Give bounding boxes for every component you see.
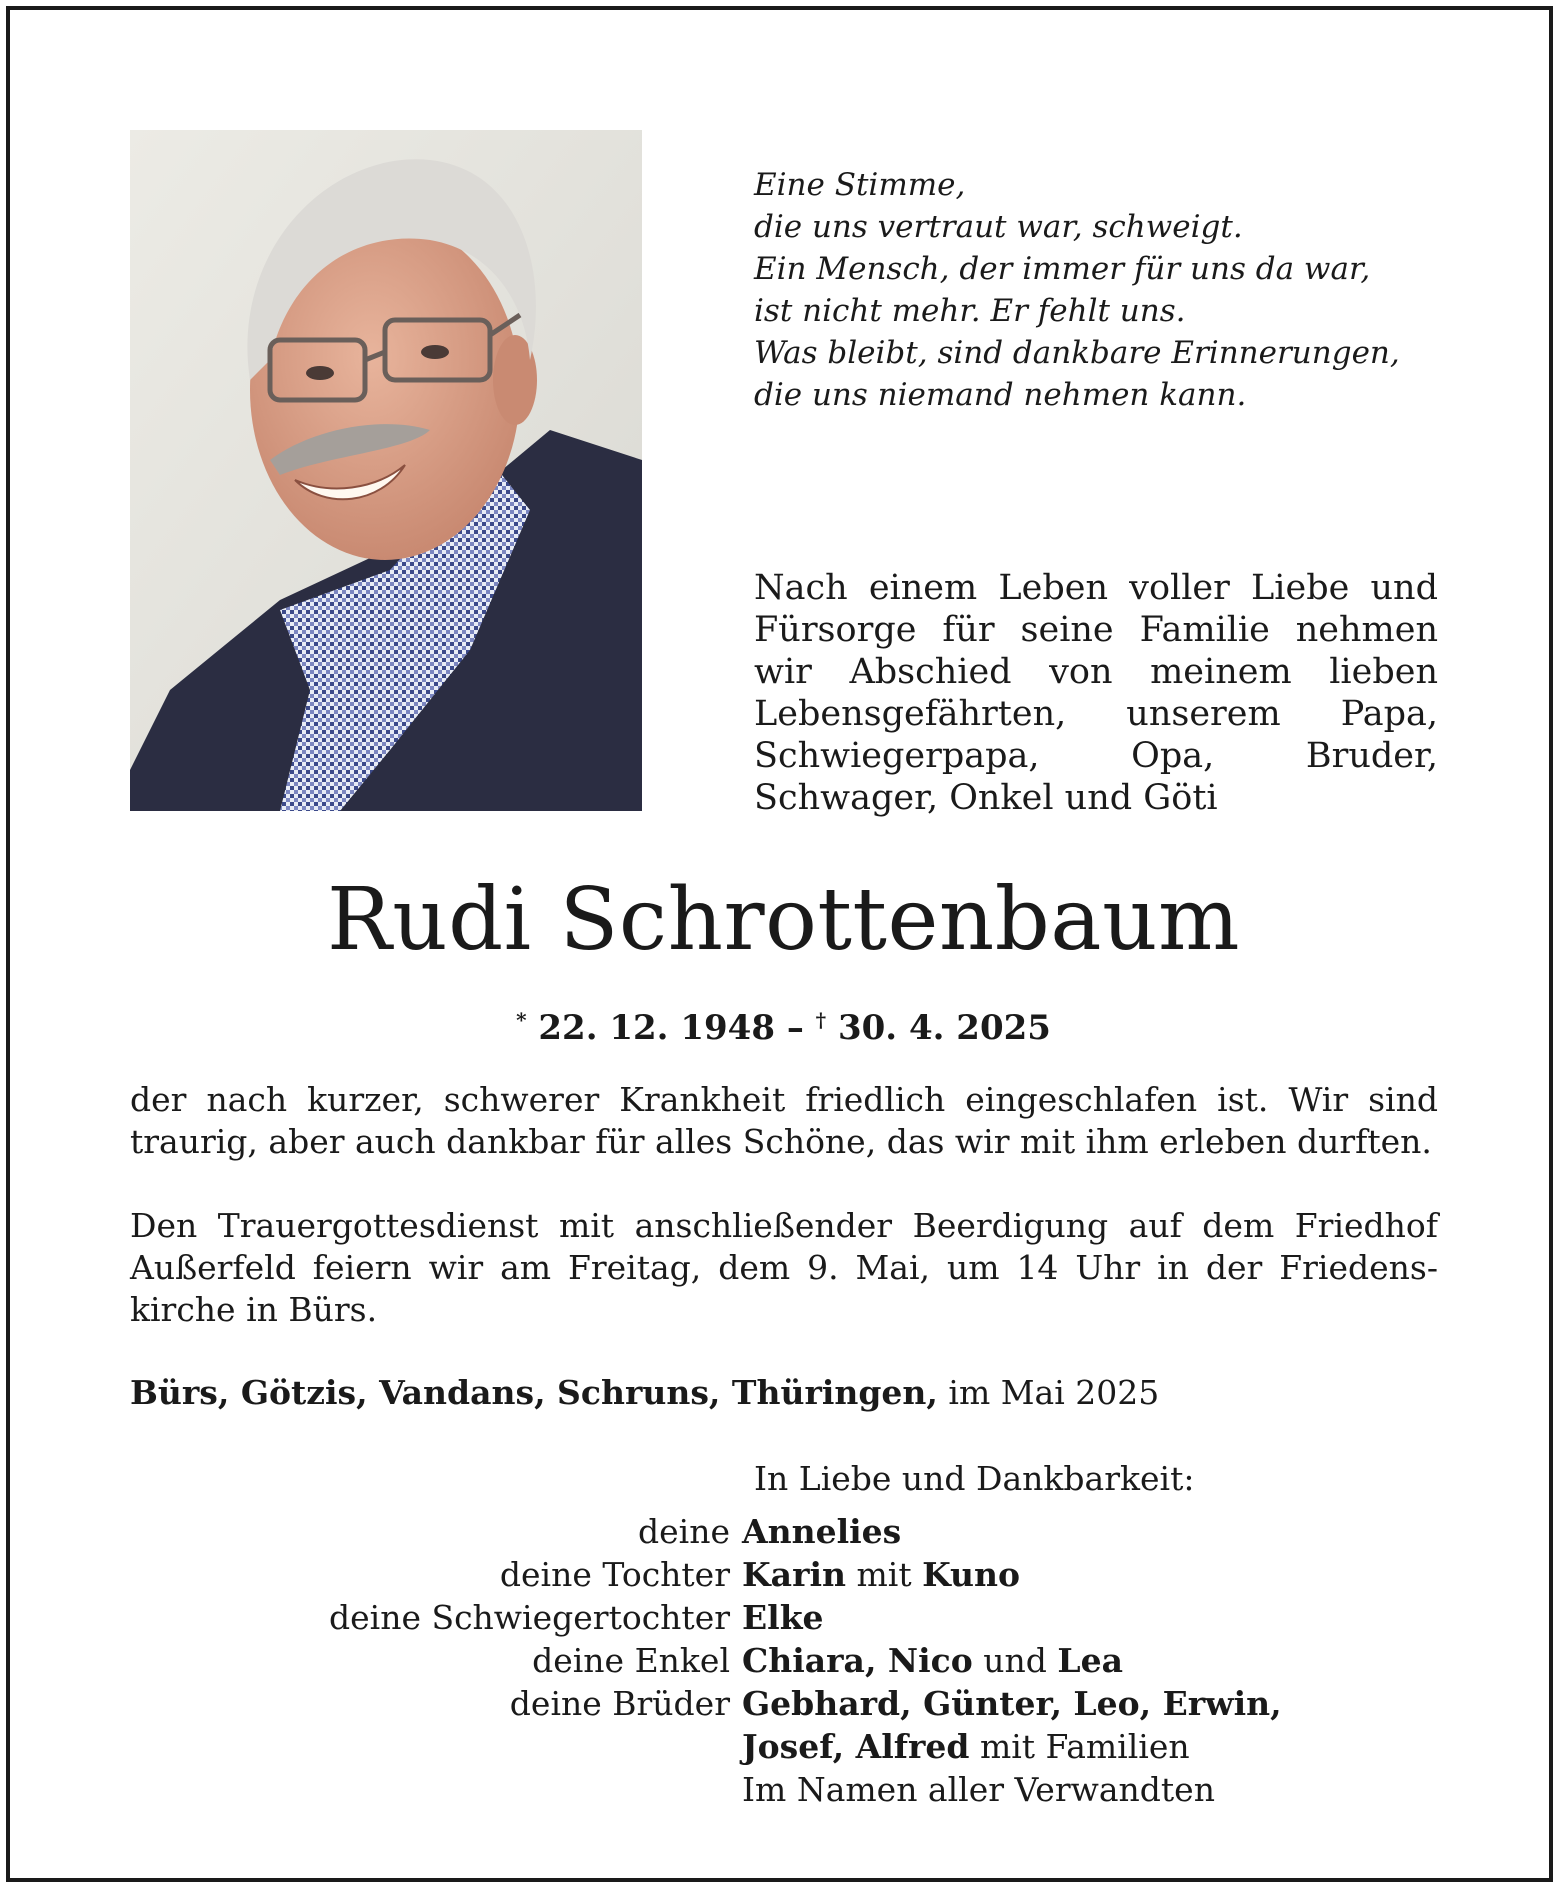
- date-separator: –: [786, 1008, 804, 1048]
- signature-row: [130, 1639, 1460, 1682]
- passing-paragraph: der nach kurzer, schwerer Krankheit friedlich eingeschlafen ist. Wir sind traurig, aber auch dankbar für alles Schöne, das wir mit ihm erleben durften.: [130, 1080, 1438, 1161]
- mourner-name: Karin: [742, 1555, 846, 1594]
- mourner-name: Chiara, Nico: [742, 1641, 973, 1680]
- death-symbol: †: [815, 1008, 827, 1032]
- portrait-photo: [130, 130, 642, 811]
- funeral-paragraph: Den Trauergottesdienst mit anschließender Beerdigung auf dem Friedhof Außerfeld feiern wir am Freitag, dem 9. Mai, um 14 Uhr in der Friedenskirche in Bürs.: [130, 1206, 1438, 1329]
- mourner-name: Kuno: [922, 1555, 1021, 1594]
- places-date: im Mai 2025: [948, 1373, 1160, 1412]
- signature-row: [130, 1768, 1460, 1811]
- deceased-name: Rudi Schrottenbaum: [326, 870, 1241, 970]
- poem-line: die uns vertraut war, schweigt.: [754, 209, 1243, 245]
- signature-row: [130, 1725, 1460, 1768]
- relation-label: deine Enkel: [532, 1641, 730, 1680]
- poem-line: Eine Stimme,: [754, 167, 966, 203]
- signature-list: [130, 1510, 1460, 1811]
- relation-label: deine Brüder: [509, 1684, 730, 1723]
- mourner-name: Elke: [742, 1598, 824, 1637]
- relation-label: deine Schwiegertochter: [328, 1598, 730, 1637]
- places-line: [130, 1372, 1159, 1414]
- places-towns: Bürs, Götzis, Vandans, Schruns, Thüringen,: [130, 1373, 938, 1412]
- life-dates: [0, 998, 1567, 1050]
- signature-row: [130, 1596, 1460, 1639]
- signature-row: [130, 1510, 1460, 1553]
- mourner-name: Gebhard, Günter, Leo, Erwin,: [742, 1684, 1282, 1723]
- death-date: 30. 4. 2025: [837, 1008, 1051, 1048]
- mourner-name: Josef, Alfred: [742, 1727, 970, 1766]
- birth-symbol: *: [516, 1008, 527, 1032]
- poem-line: Ein Mensch, der immer für uns da war,: [754, 251, 1371, 287]
- connector-word: mit Familien: [979, 1727, 1190, 1766]
- signature-row: [130, 1553, 1460, 1596]
- closing-relatives: Im Namen aller Verwandten: [742, 1770, 1215, 1809]
- mourner-name: Lea: [1057, 1641, 1123, 1680]
- poem-line: Was bleibt, sind dankbare Erinnerungen,: [754, 335, 1400, 371]
- connector-word: und: [983, 1641, 1047, 1680]
- relation-label: deine: [638, 1512, 730, 1551]
- intro-text: Nach einem Leben voller Liebe und Fürsorge für seine Familie nehmen wir Abschied von meinem lieben Lebensgefährten, unserem Papa, Schwiegerpapa, Opa, Bruder, Schwager, Onkel und Göti: [754, 568, 1438, 818]
- mourner-name: Annelies: [742, 1512, 902, 1551]
- signature-row: [130, 1682, 1460, 1725]
- birth-date: 22. 12. 1948: [538, 1008, 775, 1048]
- poem-line: ist nicht mehr. Er fehlt uns.: [754, 293, 1186, 329]
- connector-word: mit: [856, 1555, 912, 1594]
- relation-label: deine Tochter: [499, 1555, 730, 1594]
- poem-line: die uns niemand nehmen kann.: [754, 377, 1247, 413]
- memorial-poem: [754, 164, 1454, 416]
- closing-phrase: In Liebe und Dankbarkeit:: [754, 1459, 1195, 1498]
